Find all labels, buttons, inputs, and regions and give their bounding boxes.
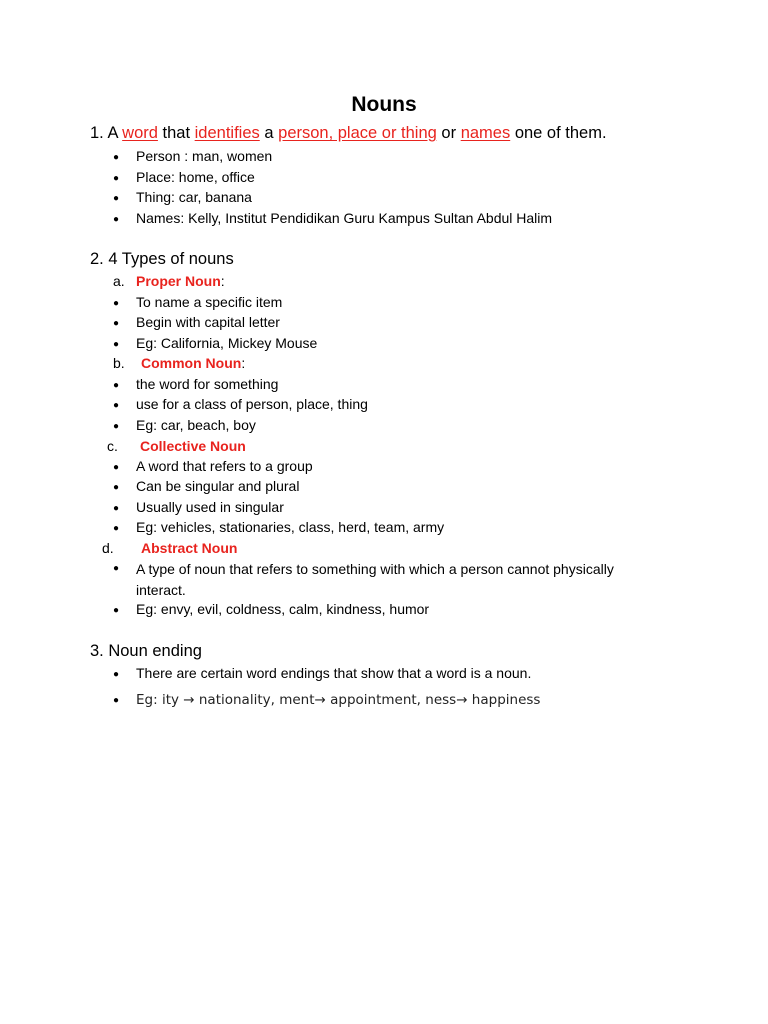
bullet-icon: ● — [113, 152, 120, 163]
highlight-person-place-thing: person, place or thing — [278, 124, 437, 142]
section3-heading: 3. Noun ending — [90, 642, 202, 660]
type-label-abstract: d. Abstract Noun — [102, 538, 237, 559]
bullet-icon: ● — [113, 298, 120, 309]
list-item: ● Eg: vehicles, stationaries, class, herd, team, army — [113, 517, 444, 540]
section1-text-or: or — [441, 124, 457, 142]
list-item: ● Can be singular and plural — [113, 476, 299, 499]
list-item: ● Eg: ity → nationality, ment→ appointment, ness→ happiness — [113, 689, 540, 712]
list-item: ● Place: home, office — [113, 167, 255, 190]
highlight-word: word — [122, 124, 158, 142]
list-item: ● Thing: car, banana — [113, 187, 252, 210]
bullet-icon: ● — [113, 214, 120, 225]
list-item: ● Begin with capital letter — [113, 312, 280, 335]
bullet-icon: ● — [113, 482, 120, 493]
highlight-identifies: identifies — [194, 124, 260, 142]
list-item: ● Names: Kelly, Institut Pendidikan Guru Kampus Sultan Abdul Halim — [113, 208, 552, 231]
list-item: ● Person : man, women — [113, 146, 272, 169]
section1-heading — [90, 123, 607, 143]
bullet-icon: ● — [113, 695, 120, 706]
section1-number: 1. — [90, 124, 104, 142]
bullet-icon: ● — [113, 339, 120, 350]
list-item: ● There are certain word endings that show that a word is a noun. — [113, 663, 531, 686]
bullet-icon: ● — [113, 318, 120, 329]
bullet-icon: ● — [113, 563, 120, 574]
bullet-icon: ● — [113, 605, 120, 616]
section2-heading: 2. 4 Types of nouns — [90, 250, 234, 268]
list-marker: a. — [113, 273, 125, 289]
list-marker: b. — [113, 355, 125, 371]
section1-text-a: A — [107, 124, 118, 142]
list-item: ● A type of noun that refers to something with which a person cannot physically interact. — [113, 559, 653, 600]
section1-text-that: that — [162, 124, 191, 142]
bullet-icon: ● — [113, 503, 120, 514]
list-item: ● A word that refers to a group — [113, 456, 313, 479]
type-label-common: b. Common Noun: — [113, 353, 245, 374]
list-item: ● To name a specific item — [113, 292, 282, 315]
list-item: ● the word for something — [113, 374, 278, 397]
list-item: ● Usually used in singular — [113, 497, 284, 520]
list-marker: c. — [107, 438, 118, 454]
list-item: ● Eg: envy, evil, coldness, calm, kindness, humor — [113, 599, 429, 622]
bullet-icon: ● — [113, 193, 120, 204]
bullet-icon: ● — [113, 421, 120, 432]
bullet-icon: ● — [113, 669, 120, 680]
list-marker: d. — [102, 540, 114, 556]
list-item: ● use for a class of person, place, thing — [113, 394, 368, 417]
section1-text-a2: a — [264, 124, 274, 142]
bullet-icon: ● — [113, 523, 120, 534]
page-title: Nouns — [351, 93, 417, 116]
bullet-icon: ● — [113, 173, 120, 184]
bullet-icon: ● — [113, 380, 120, 391]
section1-text-end: one of them. — [514, 124, 607, 142]
highlight-names: names — [460, 124, 511, 142]
list-item: ● Eg: California, Mickey Mouse — [113, 333, 317, 356]
type-label-proper: a. Proper Noun: — [113, 271, 225, 292]
bullet-icon: ● — [113, 400, 120, 411]
list-item: ● Eg: car, beach, boy — [113, 415, 256, 438]
type-label-collective: c. Collective Noun — [107, 436, 246, 457]
bullet-icon: ● — [113, 462, 120, 473]
